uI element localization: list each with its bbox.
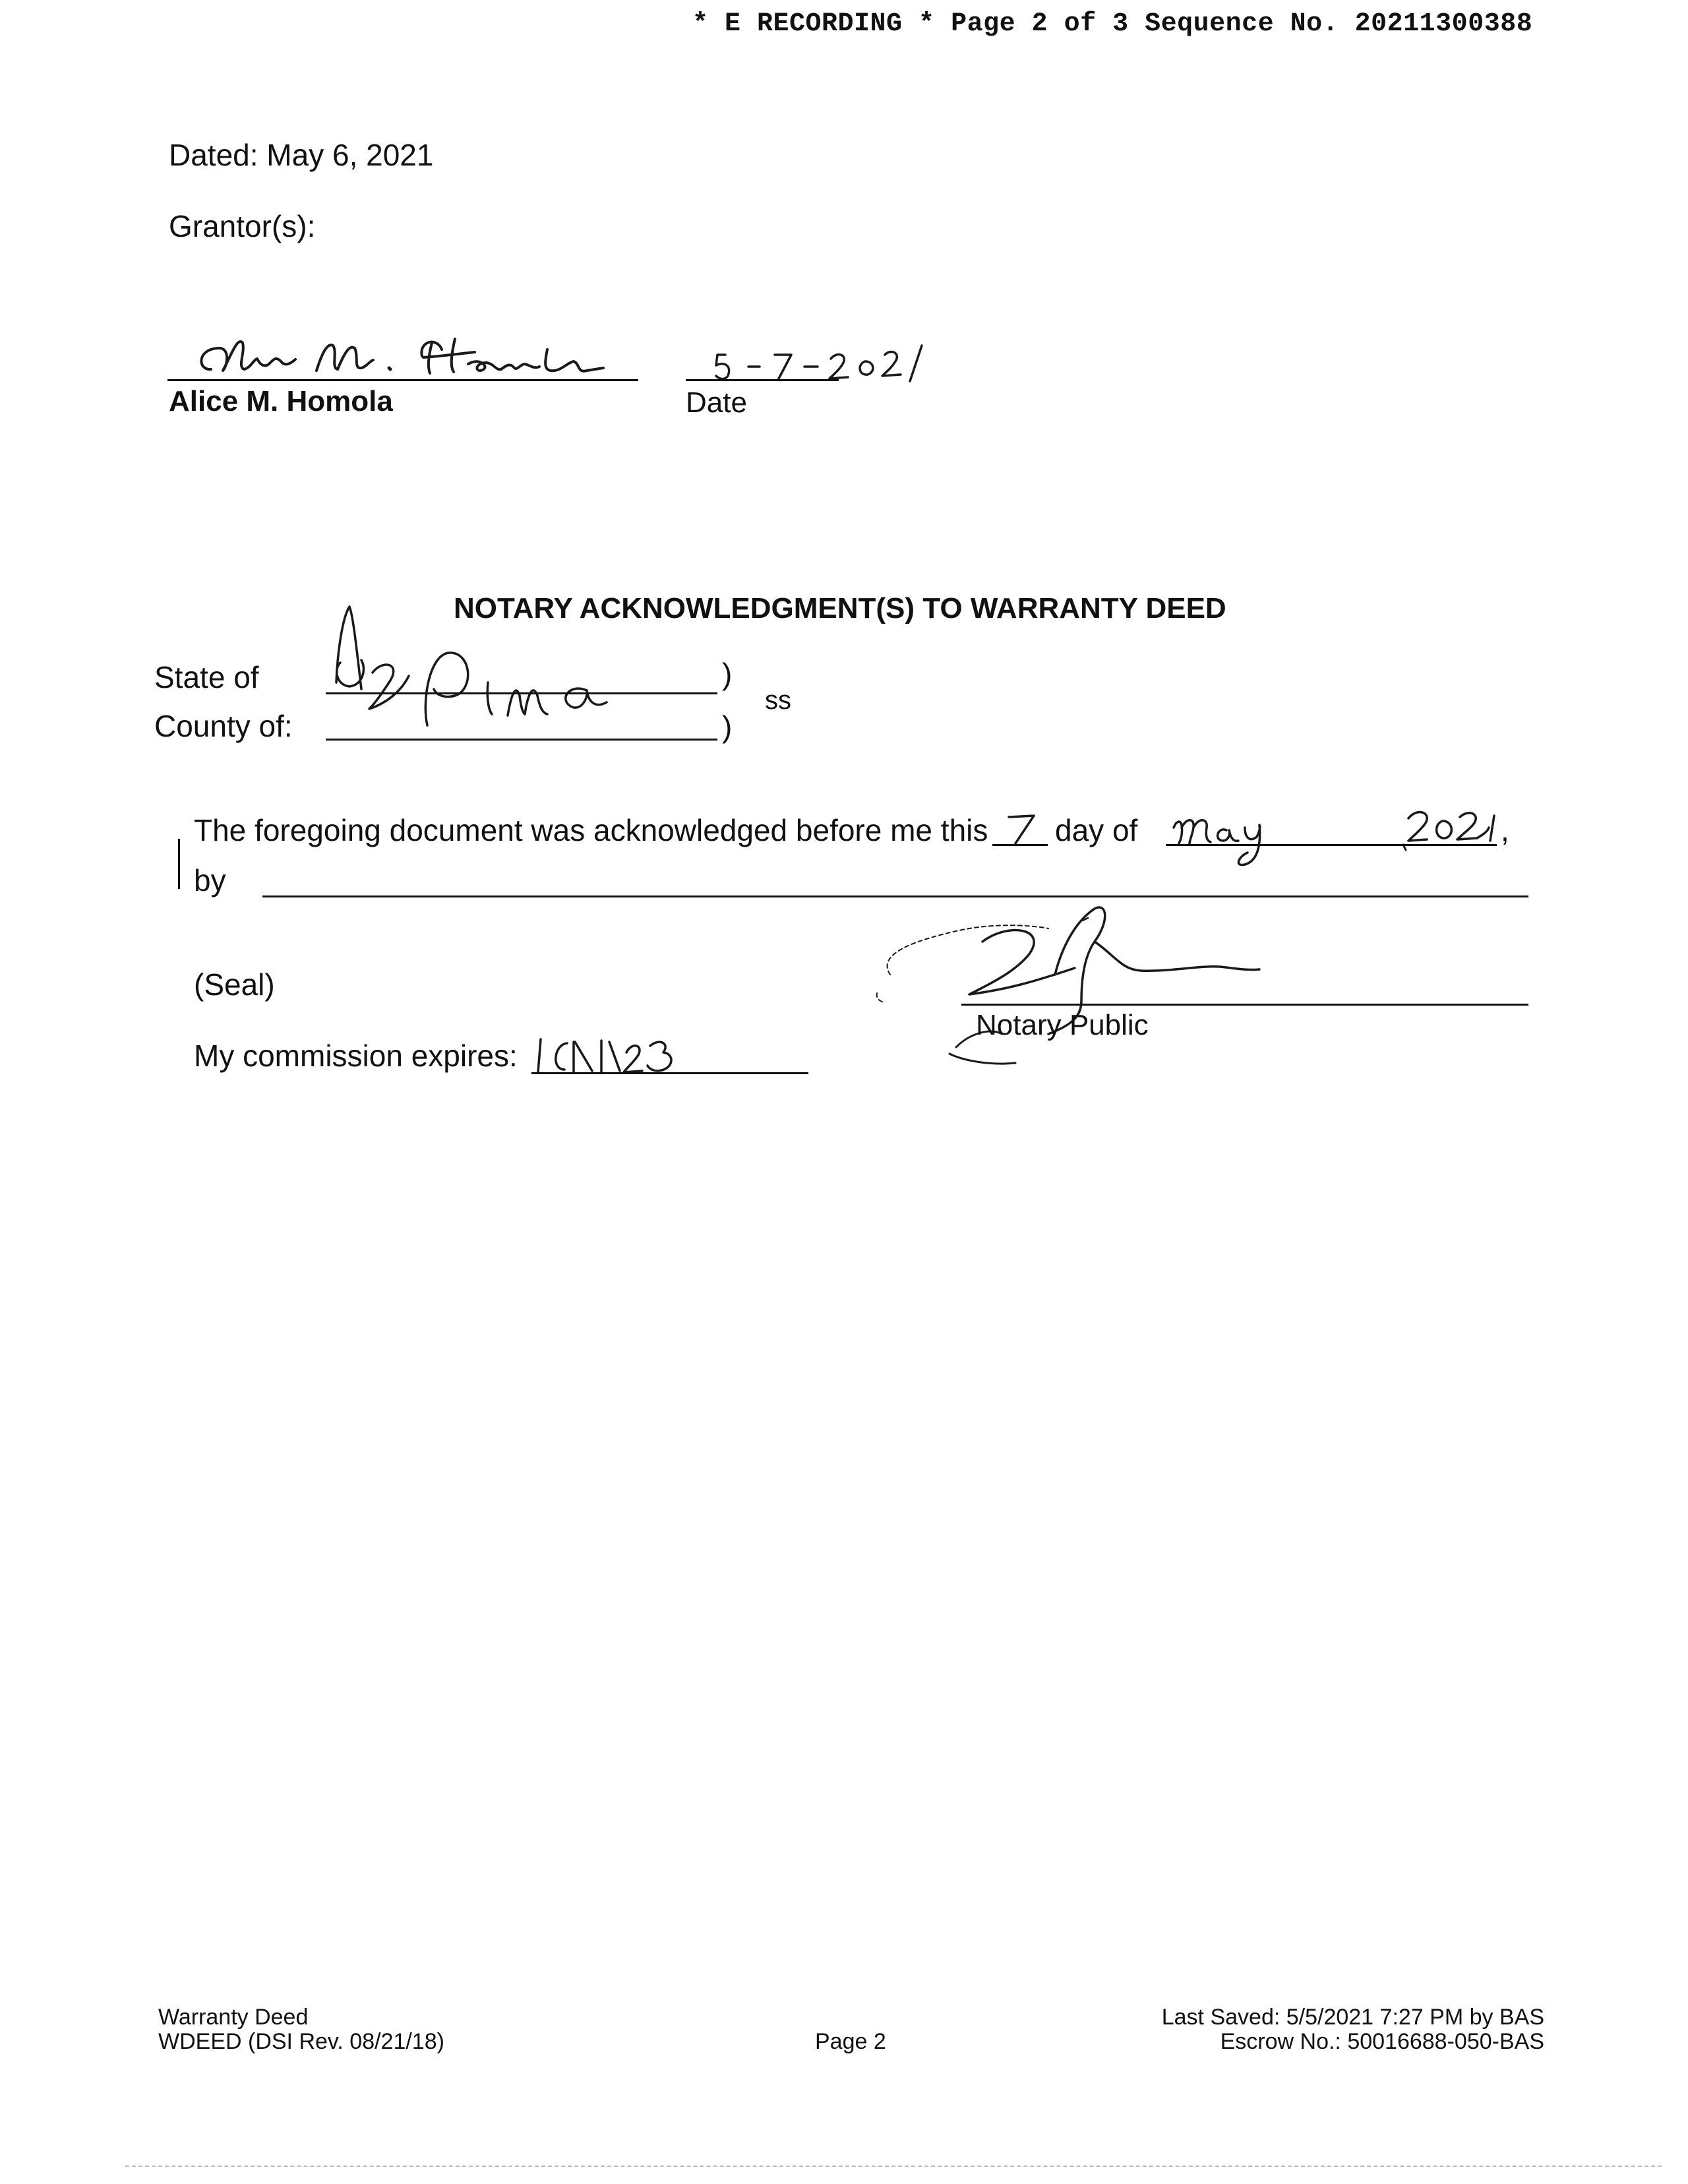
commission-label: My commission expires: [194,1039,518,1073]
ack-comma: , [1501,813,1509,847]
footer-form-code: WDEED (DSI Rev. 08/21/18) [158,2029,444,2054]
footer-doc-title: Warranty Deed [158,2005,309,2030]
grantor-name: Alice M. Homola [169,385,393,417]
month-year-line [1166,844,1497,846]
state-label: State of [154,660,259,694]
notary-public-label: Notary Public [976,1009,1149,1041]
state-line [326,692,717,694]
grantor-signature-line [167,379,638,381]
recording-stamp: * E RECORDING * Page 2 of 3 Sequence No. 20211300388 [692,9,1533,39]
county-paren: ) [722,710,733,744]
footer-last-saved: Last Saved: 5/5/2021 7:27 PM by BAS [1161,2005,1544,2030]
date-label: Date [686,386,747,419]
by-line [262,895,1528,897]
footer-escrow: Escrow No.: 50016688-050-BAS [1220,2029,1544,2054]
margin-mark [178,839,180,889]
state-county-handwriting [323,597,640,742]
ss-label: ss [765,686,791,715]
county-line [326,739,717,741]
notary-signature-line [961,1004,1528,1006]
dated-line: Dated: May 6, 2021 [169,138,434,172]
seal-label: (Seal) [194,967,275,1002]
day-of-label: day of [1055,813,1138,847]
day-handwriting [996,808,1048,847]
notary-title: NOTARY ACKNOWLEDGMENT(S) TO WARRANTY DEED [454,592,1226,624]
state-paren: ) [722,657,733,691]
ack-text: The foregoing document was acknowledged before me this [194,813,988,847]
grantors-label: Grantor(s): [169,209,316,243]
day-line [992,844,1048,846]
grantor-date-line [686,379,839,381]
scan-edge-line [125,2166,1662,2167]
footer-page: Page 2 [815,2029,886,2054]
county-label: County of: [154,709,293,743]
commission-line [531,1072,808,1074]
by-label: by [194,863,226,897]
month-year-handwriting [1160,801,1503,874]
notary-signature [851,902,1286,1087]
